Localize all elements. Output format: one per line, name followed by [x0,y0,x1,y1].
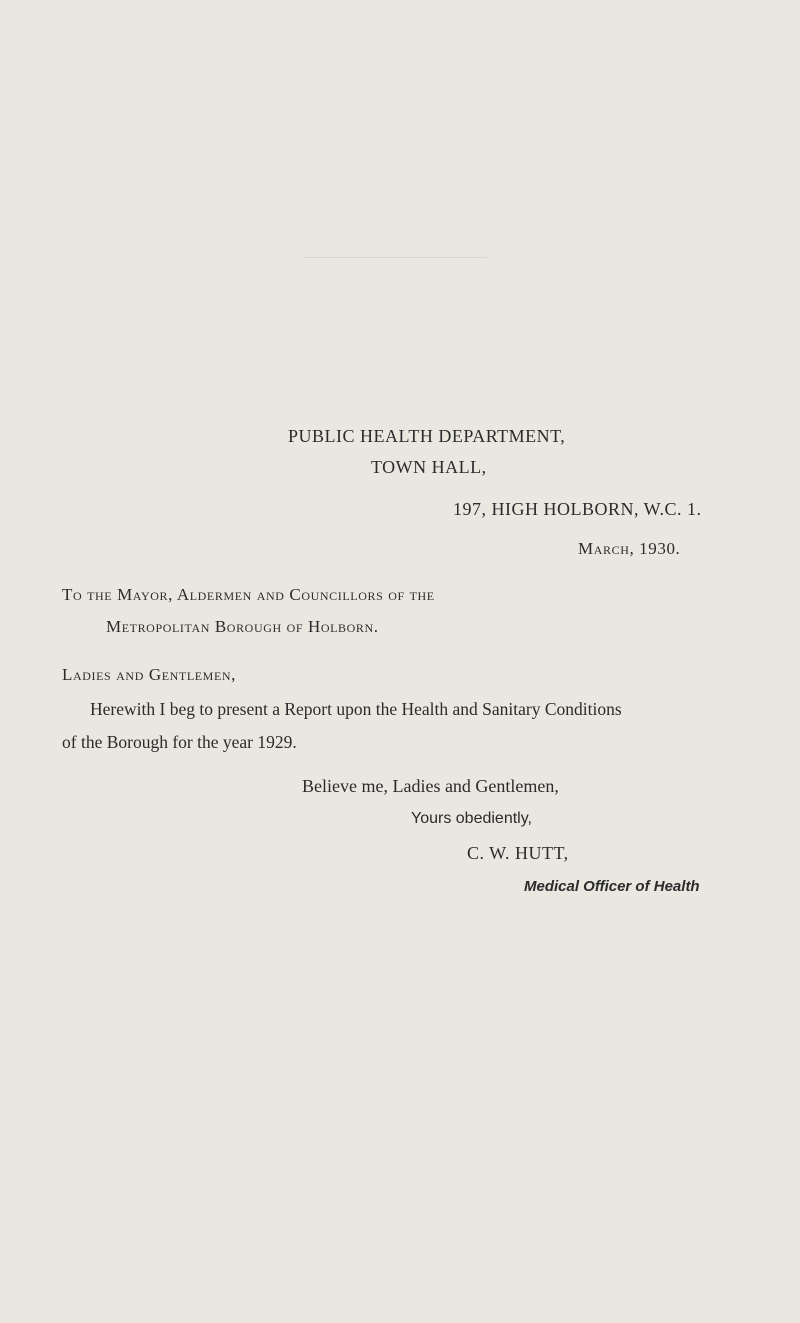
department-heading: PUBLIC HEALTH DEPARTMENT, [288,426,566,446]
signature-title: Medical Officer of Health [524,878,700,895]
address-line: 197, HIGH HOLBORN, W.C. 1. [453,499,702,519]
signature-name: C. W. HUTT, [467,843,569,863]
closing-believe: Believe me, Ladies and Gentlemen, [302,776,559,796]
divider-rule [303,257,487,258]
letter-date: March, 1930. [578,539,681,558]
addressee-line-1: To the Mayor, Aldermen and Councillors of the [62,585,435,604]
body-line-1: Herewith I beg to present a Report upon the Health and Sanitary Conditions [90,699,622,719]
greeting: Ladies and Gentlemen, [62,665,236,684]
town-hall-line: TOWN HALL, [371,457,487,477]
closing-yours: Yours obediently, [411,810,532,827]
body-line-2: of the Borough for the year 1929. [62,732,297,752]
addressee-line-2: Metropolitan Borough of Holborn. [106,617,379,636]
